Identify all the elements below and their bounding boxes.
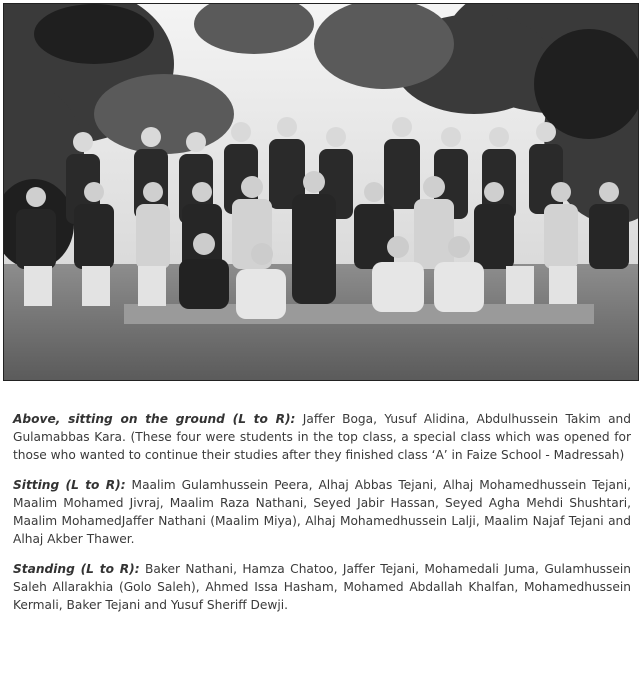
caption-names: Maalim Gulamhussein Peera, Alhaj Abbas Tejani, Alhaj Mohamedhussein Tejani, Maalim Mohamed Jivraj, Maalim Raza Nathani, Seyed Jabir Hassan, Seyed Agha Mehdi Shushtari, Maalim MohamedJaffer Nathani (Maalim Miya), Alhaj Mohamedhussein Lalji, Maalim Najaf Tejani and Alhaj Akber Thawer. xyxy=(13,478,632,546)
caption-names: Baker Nathani, Hamza Chatoo, Jaffer Tejani, Mohamedali Juma, Gulamhussein Saleh Allarakhia (Golo Saleh), Ahmed Issa Hasham, Mohamed Abdallah Khalfan, Mohamedhussein Kermali, Baker Tejani and Yusuf Sheriff Dewji. xyxy=(13,562,631,612)
caption-lead: Sitting (L to R): xyxy=(13,478,126,492)
group-photograph xyxy=(3,3,639,381)
group-photograph-illustration xyxy=(4,4,638,380)
caption-lead: Above, sitting on the ground (L to R): xyxy=(13,412,296,426)
caption-paragraph-ground xyxy=(13,410,631,464)
caption-paragraph-standing xyxy=(13,560,631,614)
caption-lead: Standing (L to R): xyxy=(13,562,140,576)
caption-names: Jaffer Boga, Yusuf Alidina, Abdulhussein Takim and Gulamabbas Kara. (These four were students in the top class, a special class which was opened for those who wanted to continue their studies after they finished class ‘A’ in Faize School - Madressah) xyxy=(13,412,631,462)
caption-paragraph-sitting xyxy=(13,476,631,548)
photo-caption xyxy=(13,410,631,626)
